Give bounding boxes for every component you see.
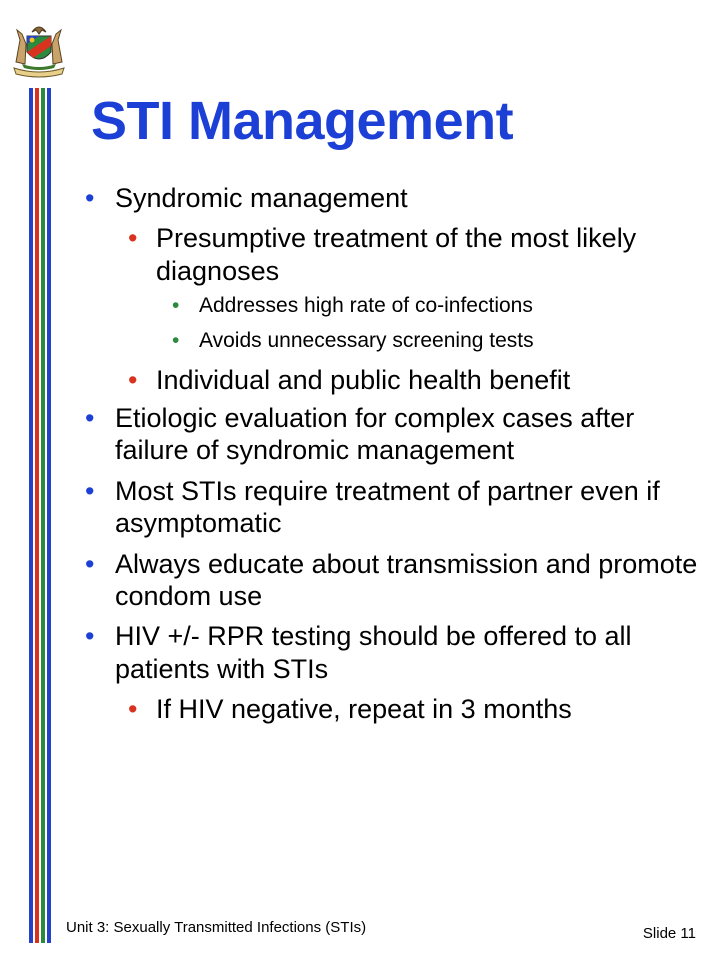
list-item: • Individual and public health benefit bbox=[128, 364, 571, 395]
bullet-dot: • bbox=[172, 329, 180, 353]
list-item: • If HIV negative, repeat in 3 months bbox=[128, 694, 572, 725]
stripe-blue bbox=[29, 88, 33, 943]
bullet-dot: • bbox=[85, 183, 95, 213]
list-item: • Addresses high rate of co-infections bbox=[172, 294, 533, 318]
bullet-dot: • bbox=[172, 294, 180, 318]
list-item: • Presumptive treatment of the most likely diagnoses bbox=[128, 223, 637, 286]
list-item: • Syndromic management bbox=[85, 183, 408, 213]
list-item: • Avoids unnecessary screening tests bbox=[172, 329, 534, 353]
bullet-dot: • bbox=[128, 364, 138, 395]
stripe-blue-2 bbox=[47, 88, 51, 943]
footer-unit-label: Unit 3: Sexually Transmitted Infections (STIs) bbox=[66, 919, 367, 936]
bullet-list bbox=[78, 182, 698, 731]
list-item: • Most STIs require treatment of partner even if asymptomatic bbox=[85, 475, 660, 539]
stripe-red bbox=[35, 88, 39, 943]
bullet-dot: • bbox=[85, 621, 95, 652]
list-item: • Etiologic evaluation for complex cases after failure of syndromic management bbox=[85, 402, 635, 466]
list-item: • HIV +/- RPR testing should be offered to all patients with STIs bbox=[85, 621, 632, 684]
bullet-dot: • bbox=[128, 223, 138, 254]
decorative-stripes bbox=[29, 88, 53, 943]
slide-title: STI Management bbox=[91, 91, 514, 151]
stripe-green bbox=[41, 88, 45, 943]
bullet-dot: • bbox=[85, 548, 95, 579]
bullet-dot: • bbox=[128, 694, 138, 725]
list-item: • Always educate about transmission and promote condom use bbox=[85, 548, 698, 611]
bullet-dot: • bbox=[85, 475, 95, 506]
slide-number: Slide 11 bbox=[642, 925, 696, 942]
bullet-dot: • bbox=[85, 402, 95, 433]
coat-of-arms-icon bbox=[8, 18, 70, 78]
